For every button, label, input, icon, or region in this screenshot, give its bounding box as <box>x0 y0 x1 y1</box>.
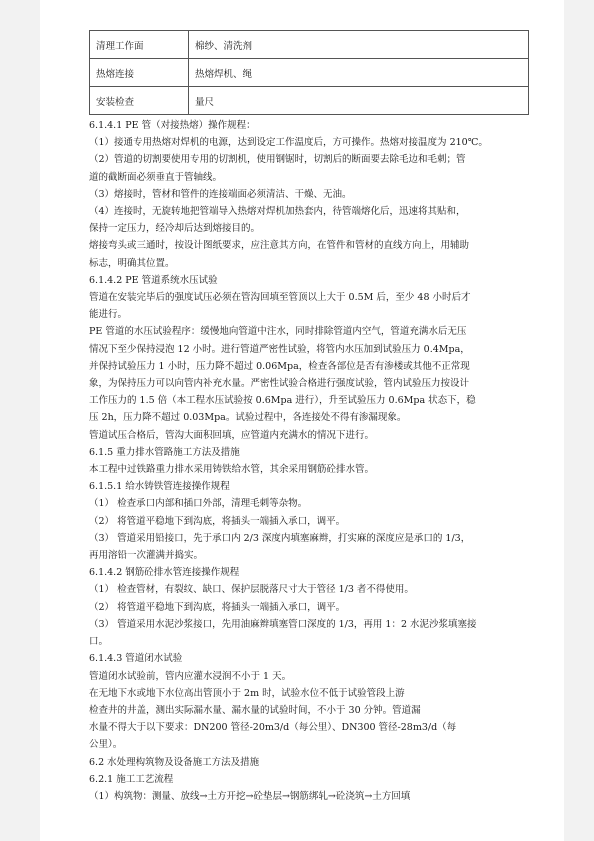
text-line: 6.1.4.1 PE 管（对接热熔）操作规程： <box>89 120 256 131</box>
text-line: 情况下至少保持浸泡 12 小时。进行管道严密性试验，将管内水压加到试验压力 0.4Mpa， <box>89 343 470 355</box>
table-cell-item: 安装检查 <box>90 87 189 115</box>
text-line: 熔接弯头或三通时，按设计图纸要求，应注意其方向，在管件和管材的直线方向上，用辅助 <box>89 240 470 252</box>
table-cell-item: 清理工作面 <box>90 31 189 59</box>
table-row <box>90 31 529 59</box>
text-line: 再用溶铅一次灌满并捣实。 <box>89 550 204 562</box>
table-cell-tool: 量尺 <box>189 87 529 115</box>
text-line: 管道闭水试验前，管内应灌水浸润不小于 1 天。 <box>89 670 292 682</box>
text-line: 能进行。 <box>89 309 128 321</box>
text-line: 水量不得大于以下要求：DN200 管径-20m3/d（每公里）、DN300 管径-28m3/d（每 <box>89 722 457 734</box>
text-line: 6.2.1 施工工艺流程 <box>89 773 174 785</box>
text-line: 6.1.4.2 PE 管道系统水压试验 <box>89 274 218 286</box>
text-line: 标志，明确其位置。 <box>89 257 175 269</box>
text-line: 公里）。 <box>89 739 123 751</box>
text-line: （3） 管道采用铅接口，先于承口内 2/3 深度内填塞麻辫，打实麻的深度应是承口的 1/3， <box>89 532 471 544</box>
text-line: 6.1.5.1 给水铸铁管连接操作规程 <box>89 481 230 493</box>
text-line: 并保持试验压力 1 小时，压力降不超过 0.06Mpa，检查各部位是否有渗楼或其他不正常现 <box>89 360 470 372</box>
table-row <box>90 87 529 115</box>
text-line: （1） 检查承口内部和插口外部，清理毛刺等杂物。 <box>89 498 308 510</box>
text-line: （2）管道的切割要使用专用的切割机，使用钢锯时，切割后的断面要去除毛边和毛刺；管 <box>89 154 466 166</box>
text-line: 管道试压合格后，管沟大面积回填，应管道内充满水的情况下进行。 <box>89 429 375 441</box>
text-line: （1）接通专用热熔对焊机的电源，达到设定工作温度后，方可操作。热熔对接温度为 210℃。 <box>89 137 488 149</box>
text-line: 6.1.4.3 管道闭水试验 <box>89 653 183 665</box>
text-line: 检查井的井盖，测出实际漏水量、漏水量的试验时间，不小于 30 分钟。管道漏 <box>89 704 421 716</box>
text-block <box>89 117 541 805</box>
text-line: （3）熔接时，管材和管件的连接端面必须清洁、干燥、无油。 <box>89 188 352 200</box>
document-page <box>40 0 564 841</box>
text-line: 6.2 水处理构筑物及设备施工方法及措施 <box>89 756 260 768</box>
text-line: 在无地下水或地下水位高出管顶小于 2m 时，试验水位不低于试验管段上游 <box>89 687 405 699</box>
table-row <box>90 59 529 87</box>
text-line: （2） 将管道平稳地下到沟底，将插头一端插入承口，调平。 <box>89 515 346 527</box>
text-line: 本工程中过铁路重力排水采用铸铁给水管，其余采用钢筋砼排水管。 <box>89 464 375 476</box>
text-line: 保持一定压力，经冷却后达到熔接目的。 <box>89 223 261 235</box>
text-line: 工作压力的 1.5 倍（本工程水压试验按 0.6Mpa 进行），升至试验压力 0.6Mpa 状态下，稳 <box>89 395 476 407</box>
text-line: 管道在安装完毕后的强度试压必须在管沟回填至管顶以上大于 0.5M 后，至少 48 小时后才 <box>89 292 471 304</box>
tool-table <box>89 30 529 115</box>
text-line: （1） 检查管材，有裂纹、缺口、保护层脱落尺寸大于管径 1/3 者不得使用。 <box>89 584 414 596</box>
text-line: （4）连接时，无旋转地把管端导入热熔对焊机加热套内，待管端熔化后，迅速将其贴和， <box>89 206 466 218</box>
text-line: 压 2h，压力降不超过 0.03Mpa。试验过程中，各连接处不得有渗漏现象。 <box>89 412 407 424</box>
text-line: 象，为保持压力可以向管内补充水量。严密性试验合格进行强度试验，管内试验压力按设计 <box>89 378 470 390</box>
text-line: 6.1.5 重力排水管路施工方法及措施 <box>89 446 240 458</box>
table-cell-item: 热熔连接 <box>90 59 189 87</box>
text-line: （2） 将管道平稳地下到沟底，将插头一端插入承口，调平。 <box>89 601 346 613</box>
text-line: 口。 <box>89 636 109 648</box>
text-line: PE 管道的水压试验程序：缓慢地向管道中注水，同时排除管道内空气，管道充满水后无压 <box>89 326 467 338</box>
document-body <box>89 0 541 805</box>
text-line: （3） 管道采用水泥沙浆接口，先用油麻辫填塞管口深度的 1/3，再用 1：2 水泥沙浆填塞接 <box>89 618 477 630</box>
text-line: 6.1.4.2 钢筋砼排水管连接操作规程 <box>89 567 240 579</box>
table-cell-tool: 热熔焊机、绳 <box>189 59 529 87</box>
text-line: （1）构筑物：测量、放线→土方开挖→砼垫层→钢筋绑轧→砼浇筑→土方回填 <box>89 790 411 802</box>
table-cell-tool: 棉纱、清洗剂 <box>189 31 529 59</box>
text-line: 道的截断面必须垂直于管轴线。 <box>89 171 223 183</box>
